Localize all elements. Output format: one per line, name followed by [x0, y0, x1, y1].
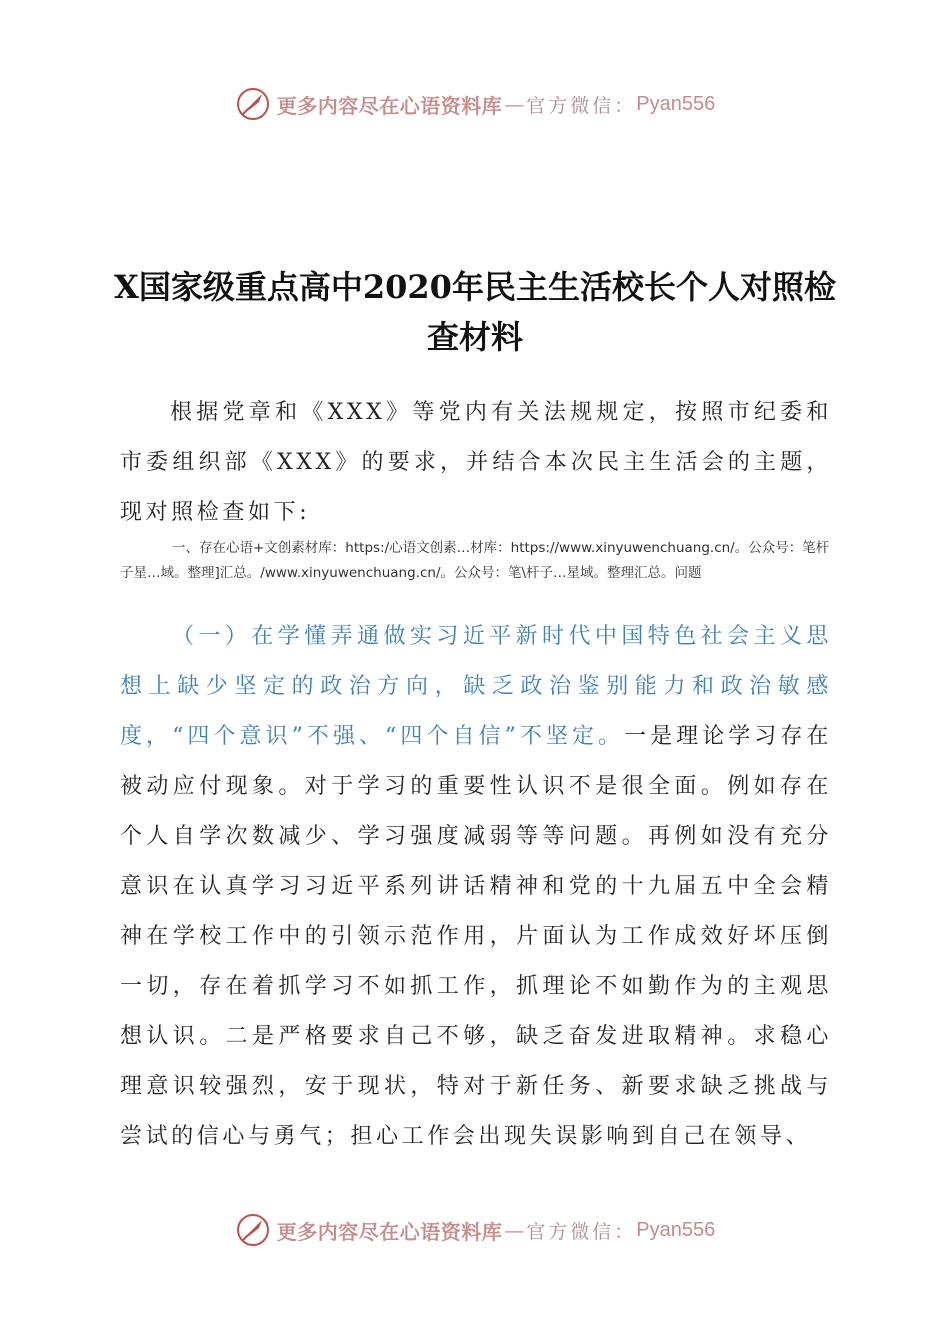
banner-site-text: 更多内容尽在心语资料库 [276, 93, 503, 118]
header-banner [0, 82, 950, 126]
banner-wechat-id: Pyan556 [636, 1218, 716, 1241]
banner-official-text: 官方微信： [526, 1220, 637, 1243]
small-note-text: 一、存在心语+文创素材库：https:/心语文创素…材库：https://www.xinyuwenchuang.cn/。公众号：笔杆子星…域。整理]汇总。/www.xinyuwenchuang.cn/。公众号：笔\杆子…星域。整理汇总。问题 [120, 540, 830, 581]
banner-wechat-id: Pyan556 [636, 92, 716, 115]
quill-logo-icon [235, 86, 271, 122]
section-paragraph [120, 612, 832, 1162]
banner-dash: — [504, 1218, 525, 1242]
intro-paragraph: 根据党章和《XXX》等党内有关法规规定，按照市纪委和市委组织部《XXX》的要求，并结合本次民主生活会的主题，现对照检查如下: [120, 400, 832, 525]
banner-site-text: 更多内容尽在心语资料库 [276, 1219, 503, 1244]
banner-official-text: 官方微信： [526, 94, 637, 117]
document-title: X国家级重点高中2020年民主生活校长个人对照检查材料 [114, 268, 836, 356]
banner-dash: — [504, 92, 525, 116]
footer-banner [0, 1208, 950, 1252]
quill-logo-icon [235, 1212, 271, 1248]
section-heading: （一）在学懂弄通做实习近平新时代中国特色社会主义思想上缺少坚定的政治方向，缺乏政治鉴别能力和政治敏感度，“四个意识”不强、“四个自信”不坚定。 [120, 624, 832, 749]
section-body: 一是理论学习存在被动应付现象。对于学习的重要性认识不是很全面。例如存在个人自学次数减少、学习强度减弱等等问题。再例如没有充分意识在认真学习习近平系列讲话精神和党的十九届五中全会精神在学校工作中的引领示范作用，片面认为工作成效好坏压倒一切，存在着抓学习不如抓工作，抓理论不如勤作为的主观思想认识。二是严格要求自己不够，缺乏奋发进取精神。求稳心理意识较强烈，安于现状，特对于新任务、新要求缺乏挑战与尝试的信心与勇气；担心工作会出现失误影响到自己在领导、 [120, 724, 832, 1149]
